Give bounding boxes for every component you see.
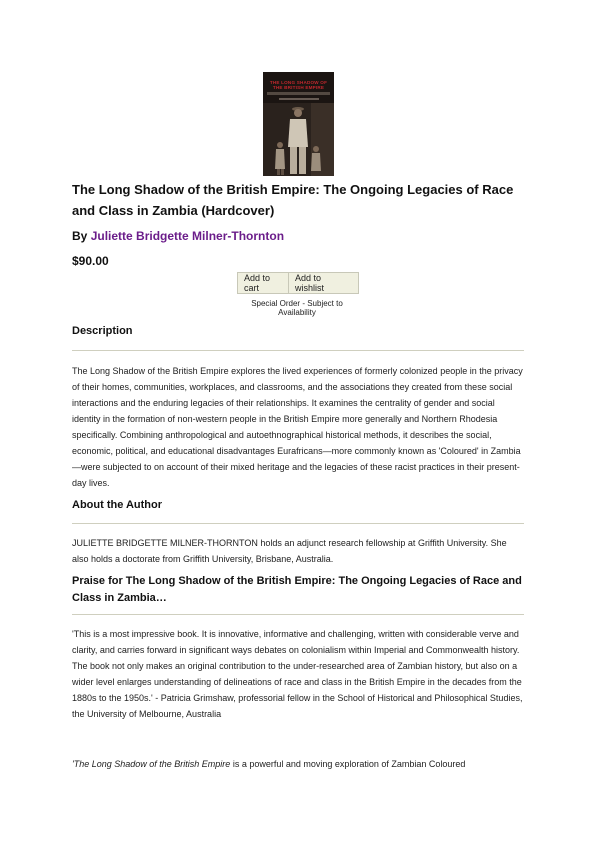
praise-quote-2 — [72, 756, 524, 772]
add-to-cart-button[interactable]: Add to cart — [237, 272, 289, 294]
divider — [72, 523, 524, 524]
description-text: The Long Shadow of the British Empire explores the lived experiences of formerly colonized people in the privacy of their homes, communities, workplaces, and classrooms, and the associations they created from these social interactions and the enduring legacies of their relationships. It examines the centrality of gender and social identity in the formation of non-western people in the British Empire more generally and Northern Rhodesia specifically. Combining anthropological and autoethnographical historical methods, it describes the social, economic, political, and educational disadvantages Eurafricans—more commonly known as 'Coloured' in Zambia—were subjected to on account of their mixed heritage and the legacies of these racist practices in their present-day lives. — [72, 366, 523, 488]
cover-author-bar — [279, 98, 319, 100]
description-heading: Description — [72, 325, 133, 337]
cover-subtitle-bar — [267, 92, 330, 95]
cover-photo — [263, 103, 334, 176]
about-author-heading: About the Author — [72, 499, 163, 511]
quote-book-title: 'The Long Shadow of the British Empire — [72, 759, 231, 769]
praise-quote-1: 'This is a most impressive book. It is innovative, informative and challenging, written with considerable verve and clarity, and carries forward in significant ways debates on colonialism within Imperial and Commonwealth history. The book not only makes an original contribution to the under-researched area of Zambian history, but also on a wider level enlarges understanding of delineations of race and class in the British Empire in the decades from the 1880s to the 1950s.' - Patricia Grimshaw, professorial fellow in the School of Historical and Philosophical Studies, the University of Melbourne, Australia — [72, 629, 523, 719]
add-to-wishlist-button[interactable]: Add to wishlist — [289, 272, 359, 294]
availability-note: Special Order - Subject to Availability — [251, 299, 343, 317]
divider — [72, 614, 524, 615]
byline — [72, 229, 284, 243]
quote-text: is a powerful and moving exploration of Zambian Coloured — [230, 759, 466, 769]
about-author-text: JULIETTE BRIDGETTE MILNER-THORNTON holds an adjunct research fellowship at Griffith University. She also holds a doctorate from Griffith University, Brisbane, Australia. — [72, 538, 507, 564]
by-label: By — [72, 229, 88, 243]
book-cover-image[interactable] — [263, 72, 334, 176]
praise-heading: Praise for The Long Shadow of the British Empire: The Ongoing Legacies of Race and Class in Zambia… — [72, 575, 522, 604]
cover-title: THE LONG SHADOW OF THE BRITISH EMPIRE — [269, 80, 328, 90]
action-buttons — [237, 272, 359, 294]
book-title: The Long Shadow of the British Empire: The Ongoing Legacies of Race and Class in Zambia (Hardcover) — [72, 182, 514, 218]
divider — [72, 350, 524, 351]
price: $90.00 — [72, 254, 109, 268]
author-link[interactable]: Juliette Bridgette Milner-Thornton — [90, 229, 285, 243]
